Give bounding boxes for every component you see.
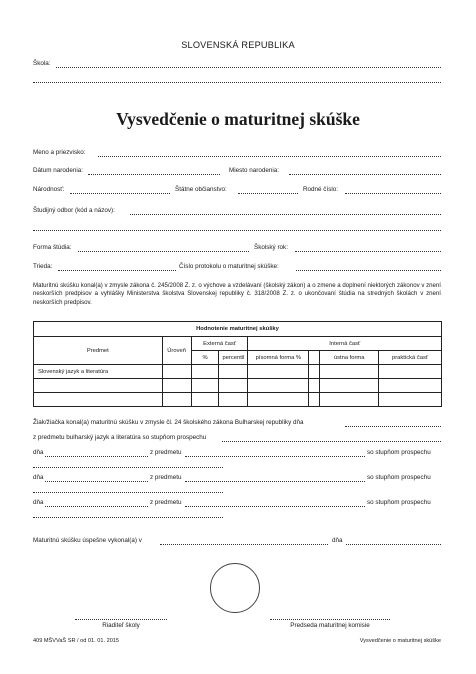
column-internal: Interná časť — [248, 337, 442, 351]
citizenship-field[interactable] — [238, 193, 298, 194]
birth-place-label: Miesto narodenia: — [229, 167, 280, 174]
document-title: Vysvedčenie o maturitnej skúške — [116, 109, 360, 129]
success-place-field[interactable] — [160, 544, 328, 545]
school-year-field[interactable] — [295, 251, 441, 252]
bulgarian-date-field[interactable] — [345, 426, 441, 427]
success-date-field[interactable] — [346, 544, 441, 545]
nationality-field[interactable] — [70, 193, 170, 194]
row-level[interactable] — [162, 365, 191, 379]
grades-table — [33, 321, 442, 407]
column-external: Externá časť — [191, 337, 248, 351]
study-form-label: Forma štúdia: — [33, 244, 72, 251]
study-field-label: Študijný odbor (kód a názov): — [33, 207, 115, 214]
table-row — [34, 365, 442, 379]
name-label: Meno a priezvisko: — [33, 149, 86, 156]
grade-field[interactable] — [33, 517, 223, 518]
legal-paragraph: Maturitnú skúšku konal(a) v zmysle zákona č. 245/2008 Z. z. o výchove a vzdelávaní (školský zákon) a o zmene a doplnení niektorých zákonov v znení neskorších predpisov a vyhlášky Ministerstva školstva Slovenskej republiky č. 318/2008 Z. z. o ukončovaní štúdia na stredných školách v znení neskorších predpisov. — [33, 282, 441, 306]
row-oral[interactable] — [320, 379, 379, 393]
country-header: SLOVENSKÁ REPUBLIKA — [181, 40, 295, 50]
bulgarian-line2: z predmetu bulharský jazyk a literatúra so stupňom prospechu — [33, 434, 207, 441]
subject-field[interactable] — [185, 456, 365, 457]
birth-date-label: Dátum narodenia: — [33, 167, 84, 174]
chair-label: Predseda maturitnej komisie — [290, 622, 370, 629]
row-written[interactable] — [248, 379, 309, 393]
official-stamp-circle — [210, 563, 260, 613]
day-field[interactable] — [45, 456, 148, 457]
table-title: Hodnotenie maturitnej skúšky — [34, 322, 442, 337]
row-written[interactable] — [248, 365, 309, 379]
row-percentile[interactable] — [219, 379, 248, 393]
row-percent[interactable] — [191, 379, 219, 393]
grade-field[interactable] — [33, 467, 223, 468]
grade-label: so stupňom prospechu — [367, 474, 431, 481]
row-written-extra[interactable] — [309, 379, 320, 393]
success-day-label: dňa — [332, 537, 343, 544]
grade-label: so stupňom prospechu — [367, 449, 431, 456]
school-label: Škola: — [33, 60, 51, 67]
chair-signature-line[interactable] — [270, 619, 390, 620]
birth-date-field[interactable] — [88, 174, 220, 175]
row-written-extra[interactable] — [309, 393, 320, 407]
row-level[interactable] — [162, 379, 191, 393]
row-level[interactable] — [162, 393, 191, 407]
day-label: dňa — [33, 474, 44, 481]
bulgarian-line1: Žiak/žiačka konal(a) maturitnú skúšku v zmysle čl. 24 školského zákona Bulharskej republiky dňa — [33, 419, 304, 426]
footer-code: 409 MŠVVaŠ SR / od 01. 01. 2015 — [33, 638, 120, 644]
day-field[interactable] — [45, 481, 148, 482]
subcolumn-written-spacer — [309, 351, 320, 365]
class-label: Trieda: — [33, 263, 53, 270]
row-percentile[interactable] — [219, 365, 248, 379]
subject-label: z predmetu — [150, 474, 182, 481]
director-label: Riaditeľ školy — [102, 622, 140, 629]
row-written[interactable] — [248, 393, 309, 407]
citizenship-label: Štátne občianstvo: — [175, 186, 227, 193]
class-field[interactable] — [58, 270, 176, 271]
subcolumn-written: písomná forma % — [248, 351, 309, 365]
protocol-number-label: Číslo protokolu o maturitnej skúške: — [179, 263, 279, 270]
subject-label: z predmetu — [150, 499, 182, 506]
column-subject: Predmet — [34, 337, 163, 365]
row-subject[interactable] — [34, 393, 163, 407]
row-percent[interactable] — [191, 365, 219, 379]
success-label: Maturitnú skúšku úspešne vykonal(a) v — [33, 537, 142, 544]
school-year-label: Školský rok: — [254, 244, 288, 251]
row-percent[interactable] — [191, 393, 219, 407]
grade-label: so stupňom prospechu — [367, 499, 431, 506]
subcolumn-percent: % — [191, 351, 219, 365]
subject-field[interactable] — [185, 481, 365, 482]
subject-field[interactable] — [185, 506, 365, 507]
row-practical[interactable] — [379, 365, 442, 379]
row-oral[interactable] — [320, 365, 379, 379]
birth-number-field[interactable] — [345, 193, 441, 194]
row-subject[interactable] — [34, 379, 163, 393]
nationality-label: Národnosť: — [33, 186, 65, 193]
row-practical[interactable] — [379, 379, 442, 393]
birth-place-field[interactable] — [289, 174, 441, 175]
subject-label: z predmetu — [150, 449, 182, 456]
row-subject[interactable]: Slovenský jazyk a literatúra — [34, 365, 163, 379]
table-row — [34, 393, 442, 407]
director-signature-line[interactable] — [75, 619, 167, 620]
subcolumn-practical: praktická časť — [379, 351, 442, 365]
protocol-number-field[interactable] — [296, 270, 441, 271]
row-oral[interactable] — [320, 393, 379, 407]
study-field-field[interactable] — [130, 214, 441, 215]
bulgarian-grade-field[interactable] — [222, 441, 441, 442]
subcolumn-oral: ústna forma — [320, 351, 379, 365]
subcolumn-percentile: percentil — [219, 351, 248, 365]
day-label: dňa — [33, 449, 44, 456]
study-field-field-line2[interactable] — [33, 230, 441, 231]
row-percentile[interactable] — [219, 393, 248, 407]
name-field[interactable] — [98, 156, 441, 157]
table-row — [34, 379, 442, 393]
study-form-field[interactable] — [78, 251, 249, 252]
school-field[interactable] — [56, 67, 441, 68]
day-field[interactable] — [45, 506, 148, 507]
column-level: Úroveň — [162, 337, 191, 365]
footer-title: Vysvedčenie o maturitnej skúške — [359, 638, 441, 644]
school-field-line2[interactable] — [33, 82, 441, 83]
grade-field[interactable] — [33, 492, 223, 493]
row-practical[interactable] — [379, 393, 442, 407]
birth-number-label: Rodné číslo: — [303, 186, 339, 193]
row-written-extra[interactable] — [309, 365, 320, 379]
day-label: dňa — [33, 499, 44, 506]
